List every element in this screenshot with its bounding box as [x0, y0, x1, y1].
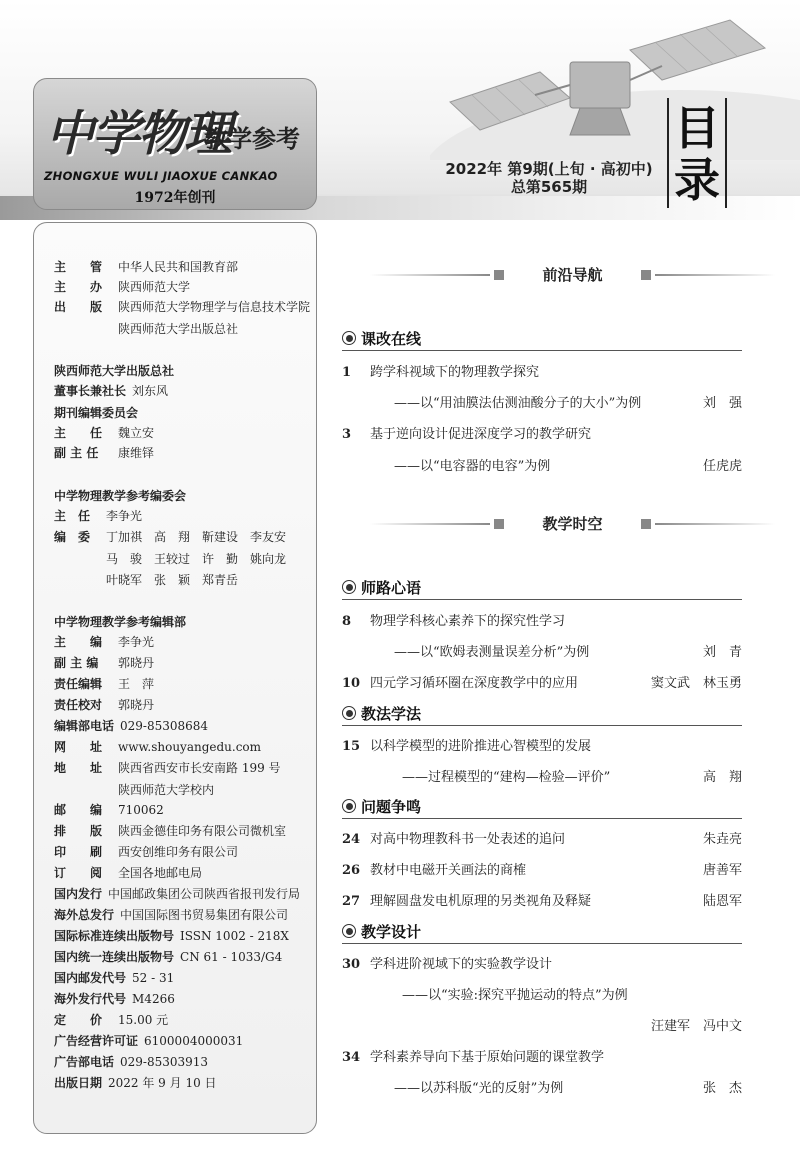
sidebar-row — [54, 508, 142, 524]
entry-title: 物理学科核心素养下的探究性学习 — [370, 614, 566, 629]
founded-year: 1972年创刊 — [134, 190, 216, 206]
toc-entry[interactable] — [342, 672, 742, 691]
row-value: 6100004000031 — [144, 1034, 244, 1048]
section-heading — [342, 328, 421, 349]
sidebar-row — [54, 1054, 208, 1070]
target-icon — [342, 799, 356, 813]
editorial-dept-head: 中学物理教学参考编辑部 — [54, 615, 187, 629]
banner-title: 教学时空 — [542, 515, 603, 533]
section-rule — [342, 943, 742, 944]
banner-square — [641, 519, 651, 529]
entry-author: 朱垚亮 — [702, 832, 742, 847]
row-label: 主 办 — [54, 280, 103, 294]
entry-author: 汪建军 冯中文 — [650, 1019, 742, 1034]
toc-entry[interactable] — [342, 1046, 742, 1065]
logo-main-text: 中学物理 — [46, 106, 231, 162]
sidebar-row — [54, 865, 202, 881]
row-label: 编辑部电话 — [54, 719, 115, 733]
entry-subtitle-row — [372, 1077, 742, 1096]
logo-sub-text: 教学参考 — [204, 124, 300, 153]
row-label: 国内统一连续出版物号 — [54, 950, 175, 964]
sidebar-row — [54, 1075, 217, 1091]
row-value: 全国各地邮电局 — [118, 866, 203, 880]
row-label: 排 版 — [54, 824, 103, 838]
sidebar-row — [54, 949, 282, 965]
section-heading — [342, 703, 421, 724]
entry-subtitle-row — [372, 641, 742, 660]
entry-author: 刘 强 — [702, 396, 742, 411]
row-value: 029-85303913 — [120, 1055, 209, 1069]
sidebar-row — [54, 760, 281, 776]
row-value: 郭晓丹 — [118, 698, 155, 712]
section-title: 师路心语 — [361, 579, 422, 597]
row-value: 康维铎 — [118, 446, 155, 460]
address-continued: 陕西师范大学校内 — [118, 783, 215, 797]
entry-title: 教材中电磁开关画法的商榷 — [370, 863, 527, 878]
row-label: 定 价 — [54, 1013, 103, 1027]
entry-page: 24 — [342, 832, 361, 847]
sidebar-row — [54, 970, 174, 986]
row-value: 李争光 — [118, 635, 155, 649]
row-value: 中华人民共和国教育部 — [118, 260, 239, 274]
entry-page: 8 — [342, 614, 352, 629]
row-label: 订 阅 — [54, 866, 103, 880]
banner-title: 前沿导航 — [542, 266, 603, 284]
entry-page: 26 — [342, 863, 361, 878]
sidebar-row — [54, 823, 286, 839]
toc-heading — [671, 102, 723, 206]
row-label: 国内邮发代号 — [54, 971, 127, 985]
row-label: 主 管 — [54, 260, 103, 274]
sidebar-row — [54, 299, 310, 315]
entry-title: 四元学习循环圈在深度教学中的应用 — [370, 676, 579, 691]
entry-subtitle-row — [372, 766, 742, 785]
row-value: M4266 — [132, 992, 175, 1006]
sidebar-row — [54, 425, 154, 441]
sidebar-row — [54, 844, 238, 860]
toc-heading-char-2: 录 — [674, 153, 720, 207]
row-label: 海外发行代号 — [54, 992, 127, 1006]
row-label: 董事长兼社长 — [54, 384, 127, 398]
row-value: 西安创维印务有限公司 — [118, 845, 239, 859]
row-value: 710062 — [118, 803, 164, 817]
row-value: 中国国际图书贸易集团有限公司 — [120, 908, 289, 922]
row-label: 责任校对 — [54, 698, 103, 712]
sidebar-row — [54, 445, 154, 461]
satellite-illustration — [430, 10, 800, 160]
committee-head: 期刊编辑委员会 — [54, 406, 139, 420]
toc-entry[interactable] — [342, 828, 742, 847]
editorial-board-head: 中学物理教学参考编委会 — [54, 489, 187, 503]
row-value: CN 61 - 1033/G4 — [180, 950, 283, 964]
entry-author: 陆恩军 — [702, 894, 742, 909]
row-value: 郭晓丹 — [118, 656, 155, 670]
sidebar-row — [54, 991, 175, 1007]
toc-entry[interactable] — [342, 859, 742, 878]
row-label: 邮 编 — [54, 803, 103, 817]
toc-heading-box — [667, 98, 727, 208]
masthead-logo — [33, 78, 317, 210]
row-label: 主 任 — [54, 426, 103, 440]
row-label: 国际标准连续出版物号 — [54, 929, 175, 943]
toc-entry[interactable] — [342, 361, 742, 380]
entry-page: 30 — [342, 957, 361, 972]
publisher-head: 陕西师范大学出版总社 — [54, 364, 175, 378]
row-value: 2022 年 9 月 10 日 — [108, 1076, 217, 1090]
issue-number: 2022年 第9期(上旬 · 高初中) — [445, 160, 653, 178]
sidebar-row — [54, 802, 164, 818]
toc-heading-char-1: 目 — [674, 101, 720, 155]
masthead-sidebar — [33, 222, 317, 1134]
section-heading — [342, 921, 421, 942]
row-label: 出版日期 — [54, 1076, 103, 1090]
toc-entry[interactable] — [342, 953, 742, 972]
row-value: 中国邮政集团公司陕西省报刊发行局 — [108, 887, 301, 901]
row-value: 李争光 — [106, 509, 143, 523]
entry-author: 刘 青 — [702, 645, 742, 660]
row-label: 副 主 任 — [54, 446, 99, 460]
publisher-continued: 陕西师范大学出版总社 — [118, 322, 239, 336]
row-value: 陕西金德佳印务有限公司微机室 — [118, 824, 287, 838]
sidebar-row — [54, 634, 154, 650]
row-label: 网 址 — [54, 740, 103, 754]
entry-subtitle: ——以“实验:探究平抛运动的特点”为例 — [402, 988, 628, 1003]
section-heading — [342, 796, 421, 817]
entry-author: 窦文武 林玉勇 — [650, 676, 742, 691]
target-icon — [342, 706, 356, 720]
row-value: 刘东风 — [132, 384, 169, 398]
target-icon — [342, 924, 356, 938]
entry-subtitle: ——以苏科版“光的反射”为例 — [394, 1081, 564, 1096]
toc-entry[interactable] — [342, 423, 742, 442]
sidebar-row — [54, 718, 208, 734]
row-label: 印 刷 — [54, 845, 103, 859]
entry-subtitle-row — [372, 455, 742, 474]
row-label: 主 编 — [54, 635, 103, 649]
entry-page: 27 — [342, 894, 361, 909]
entry-title: 对高中物理教科书一处表述的追问 — [370, 832, 566, 847]
entry-subtitle-row — [372, 392, 742, 411]
row-label: 海外总发行 — [54, 908, 115, 922]
target-icon — [342, 331, 356, 345]
section-title: 教学设计 — [361, 923, 422, 941]
section-rule — [342, 350, 742, 351]
banner-teaching — [370, 513, 775, 535]
banner-square — [641, 270, 651, 280]
section-title: 课改在线 — [361, 330, 422, 348]
toc-entry[interactable] — [342, 890, 742, 909]
target-icon — [342, 580, 356, 594]
banner-rule — [655, 523, 775, 525]
sidebar-row — [54, 529, 286, 545]
sidebar-row — [54, 1033, 243, 1049]
row-label: 主 任 — [54, 509, 91, 523]
toc-entry[interactable] — [342, 735, 742, 754]
entry-subtitle-row — [372, 984, 742, 1003]
entry-author: 任虎虎 — [702, 459, 742, 474]
section-heading — [342, 577, 421, 598]
entry-page: 3 — [342, 427, 352, 442]
entry-page: 10 — [342, 676, 361, 691]
entry-subtitle: ——以“用油膜法估测油酸分子的大小”为例 — [394, 396, 642, 411]
issue-total: 总第565期 — [510, 178, 588, 196]
entry-page: 15 — [342, 739, 361, 754]
sidebar-row — [54, 928, 289, 944]
row-value: 029-85308684 — [120, 719, 209, 733]
row-value: 15.00 元 — [118, 1013, 169, 1027]
sidebar-row — [54, 697, 154, 713]
sidebar-row — [54, 279, 190, 295]
row-value: 王 萍 — [118, 677, 155, 691]
entry-title: 基于逆向设计促进深度学习的教学研究 — [370, 427, 592, 442]
entry-subtitle: ——过程模型的“建构—检验—评价” — [402, 770, 611, 785]
row-value: 丁加祺 高 翔 靳建设 李友安 — [106, 530, 287, 544]
row-label: 地 址 — [54, 761, 103, 775]
row-value: www.shouyangedu.com — [118, 740, 262, 754]
entry-title: 学科素养导向下基于原始问题的课堂教学 — [370, 1050, 605, 1065]
entry-page: 34 — [342, 1050, 361, 1065]
board-members-continued: 马 骏 王较过 许 勤 姚向龙 — [106, 552, 287, 566]
sidebar-row — [54, 676, 154, 692]
entry-author: 唐善军 — [702, 863, 742, 878]
section-title: 教法学法 — [361, 705, 422, 723]
banner-frontier — [370, 264, 775, 286]
section-rule — [342, 818, 742, 819]
issue-info — [440, 160, 658, 196]
section-rule — [342, 599, 742, 600]
sidebar-row — [54, 886, 300, 902]
entry-title: 以科学模型的进阶推进心智模型的发展 — [370, 739, 592, 754]
banner-rule — [655, 274, 775, 276]
entry-title: 学科进阶视域下的实验教学设计 — [370, 957, 553, 972]
entry-author: 张 杰 — [702, 1081, 742, 1096]
row-value: 陕西省西安市长安南路 199 号 — [118, 761, 281, 775]
entry-title: 理解圆盘发电机原理的另类视角及释疑 — [370, 894, 592, 909]
board-members-continued: 叶晓军 张 颖 郑青岳 — [106, 573, 239, 587]
row-value: 陕西师范大学 — [118, 280, 191, 294]
row-label: 广告经营许可证 — [54, 1034, 139, 1048]
sidebar-row — [54, 259, 238, 275]
entry-subtitle: ——以“电容器的电容”为例 — [394, 459, 551, 474]
row-label: 编 委 — [54, 530, 91, 544]
entry-author: 高 翔 — [702, 770, 742, 785]
row-label: 广告部电话 — [54, 1055, 115, 1069]
entry-subtitle: ——以“欧姆表测量误差分析”为例 — [394, 645, 590, 660]
row-value: 陕西师范大学物理学与信息技术学院 — [118, 300, 311, 314]
row-label: 责任编辑 — [54, 677, 103, 691]
sidebar-row — [54, 739, 261, 755]
entry-page: 1 — [342, 365, 352, 380]
row-label: 副 主 编 — [54, 656, 99, 670]
section-rule — [342, 725, 742, 726]
row-value: ISSN 1002 - 218X — [180, 929, 289, 943]
logo-english-text: ZHONGXUE WULI JIAOXUE CANKAO — [44, 169, 278, 183]
entry-title: 跨学科视域下的物理教学探究 — [370, 365, 540, 380]
row-value: 52 - 31 — [132, 971, 175, 985]
row-label: 出 版 — [54, 300, 103, 314]
sidebar-row — [54, 655, 154, 671]
toc-entry[interactable] — [342, 610, 742, 629]
row-value: 魏立安 — [118, 426, 155, 440]
row-label: 国内发行 — [54, 887, 103, 901]
sidebar-row — [54, 907, 288, 923]
section-title: 问题争鸣 — [361, 798, 422, 816]
sidebar-row — [54, 383, 168, 399]
sidebar-row — [54, 1012, 168, 1028]
